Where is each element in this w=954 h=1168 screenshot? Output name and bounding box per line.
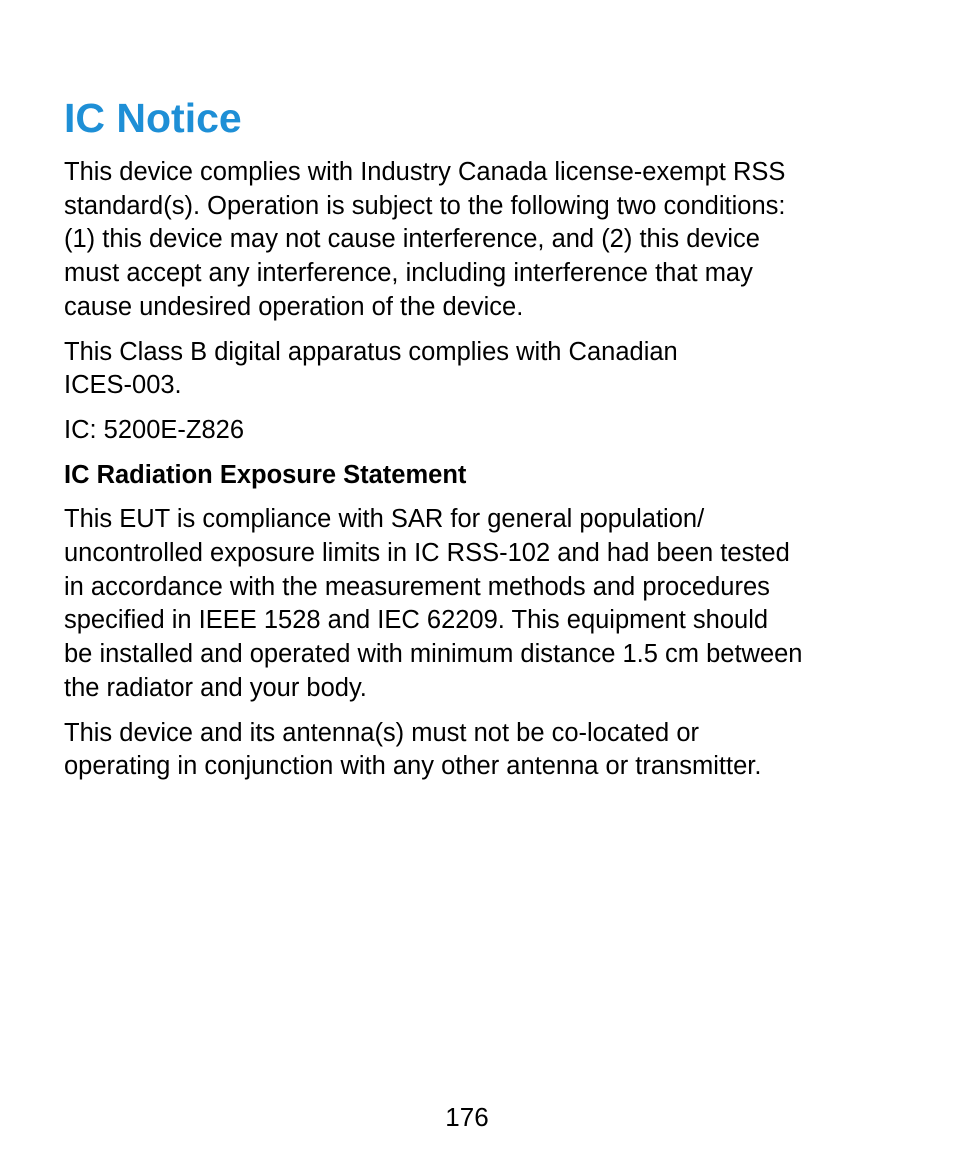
ic-number: IC: 5200E-Z826 (64, 415, 245, 444)
document-page (64, 92, 894, 795)
compliance-paragraph: This device complies with Industry Canada license-exempt RSS standard(s). Operation is subject to the following two conditions: (1) this device may not cause interference, and (2) this device must accept any interference, including interference that may cause undesired operation of the device. (64, 158, 786, 321)
page-number: 176 (445, 1102, 489, 1132)
class-b-paragraph: This Class B digital apparatus complies with Canadian ICES-003. (64, 337, 678, 400)
antenna-paragraph: This device and its antenna(s) must not be co-located or operating in conjunction with any other antenna or transmitter. (64, 718, 762, 781)
section-heading: IC Radiation Exposure Statement (64, 460, 467, 489)
page-title: IC Notice (64, 95, 242, 141)
sar-paragraph: This EUT is compliance with SAR for general population/ uncontrolled exposure limits in IC RSS-102 and had been tested in accordance with the measurement methods and procedures specified in IEEE 1528 and IEC 62209. This equipment should be installed and operated with minimum distance 1.5 cm between the radiator and your body. (64, 505, 803, 702)
